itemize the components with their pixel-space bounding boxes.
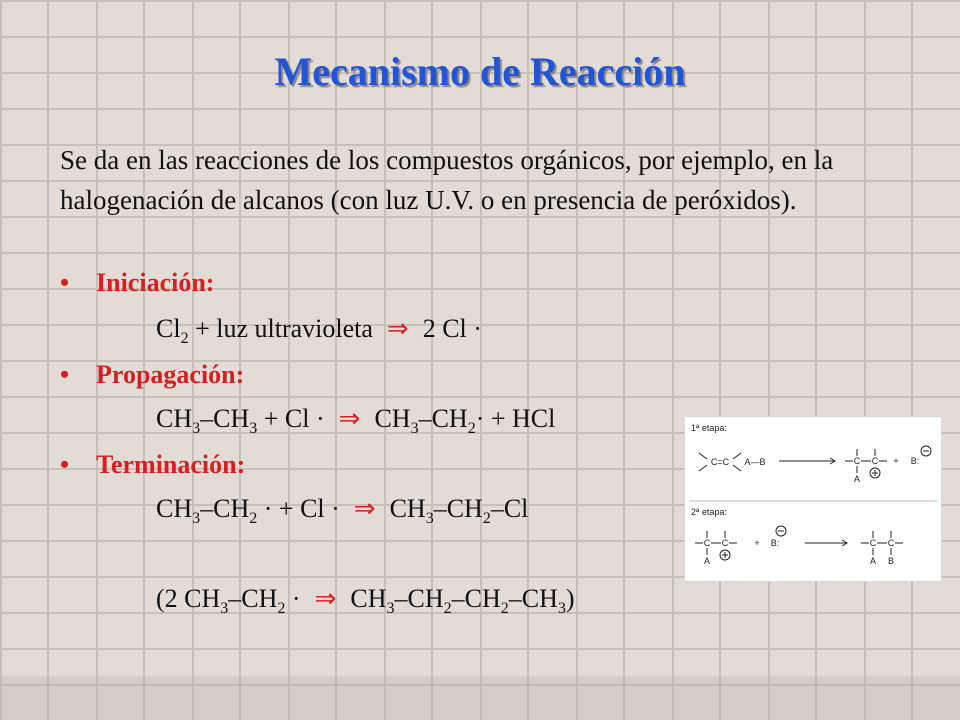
- svg-text:C: C: [721, 538, 729, 548]
- intro-paragraph: Se da en las reacciones de los compuestos orgánicos, por ejemplo, en la halogenación de alcanos (con luz U.V. o en presencia de peróxidos).: [60, 145, 834, 215]
- alkene-label: C=C: [710, 457, 730, 467]
- bullet-dot: •: [60, 450, 70, 479]
- svg-text:B:: B:: [770, 538, 780, 548]
- equation-iniciacion: $Cl_2$ + luz ultravioleta ⇒ 2 Cl ·: [156, 314, 482, 347]
- bullet-label: Iniciación:: [96, 268, 215, 297]
- bullet-dot: •: [60, 360, 70, 389]
- svg-text:C: C: [703, 538, 711, 548]
- mechanism-figure: [684, 416, 942, 582]
- stage2-label: 2ª etapa:: [691, 507, 727, 517]
- bullet-label: Terminación:: [96, 450, 246, 479]
- slide-title: Mecanismo de Reacción: [274, 49, 686, 94]
- equation-terminacion-2: (2 $CH_3-CH_2$ · ⇒ $CH_3-CH_2-CH_2-CH_3$): [156, 584, 575, 617]
- equation-propagacion: $CH_3-CH_3 + Cl$ · ⇒ $CH_3-CH_2\cdot$ + HCl: [156, 404, 556, 437]
- implies-arrow-icon: ⇒: [353, 494, 376, 524]
- svg-text:C: C: [887, 538, 895, 548]
- ab-label: A—B: [744, 457, 766, 467]
- svg-text:B: B: [887, 556, 895, 566]
- bullet-label: Propagación:: [96, 360, 245, 389]
- bullet-terminacion: [60, 450, 245, 480]
- svg-text:C: C: [869, 538, 877, 548]
- mechanism-diagram: [685, 417, 941, 581]
- equation-terminacion-1: $CH_3-CH_2$ · + Cl · ⇒ $CH_3-CH_2-Cl$: [156, 494, 529, 527]
- svg-text:C: C: [871, 456, 879, 466]
- svg-text:A: A: [853, 474, 861, 484]
- svg-text:+: +: [893, 456, 899, 466]
- svg-text:A: A: [869, 556, 877, 566]
- svg-text:A: A: [703, 556, 711, 566]
- stage1-label: 1ª etapa:: [691, 423, 727, 433]
- bullet-propagacion: [60, 360, 244, 390]
- svg-text:C: C: [853, 456, 861, 466]
- implies-arrow-icon: ⇒: [314, 584, 337, 614]
- bullet-iniciacion: [60, 268, 214, 298]
- implies-arrow-icon: ⇒: [338, 404, 361, 434]
- svg-text:+: +: [754, 538, 760, 548]
- implies-arrow-icon: ⇒: [386, 314, 409, 344]
- bullet-dot: •: [60, 268, 70, 297]
- svg-text:B:: B:: [910, 456, 920, 466]
